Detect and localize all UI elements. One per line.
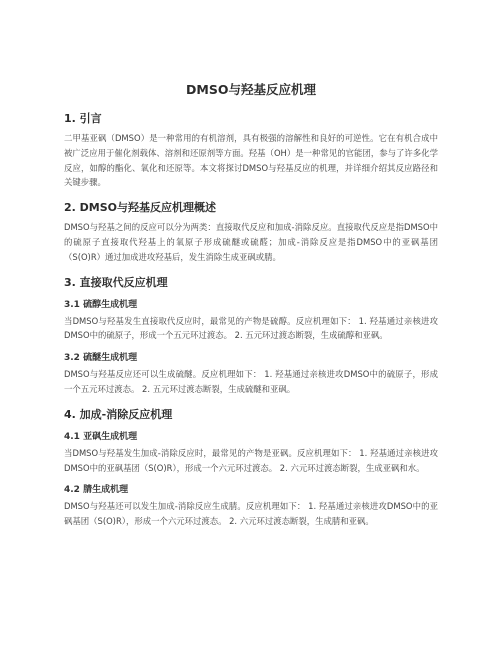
section-heading: 3. 直接取代反应机理 <box>64 275 168 289</box>
subsection-heading: 3.2 硫醚生成机理 <box>64 353 138 364</box>
section-heading: 1. 引言 <box>64 112 102 125</box>
document-title: DMSO与羟基反应机理 <box>186 82 316 97</box>
section-overview <box>64 199 438 264</box>
subsection-paragraph: 当DMSO与羟基发生加成-消除反应时，最常见的产物是亚砜。反应机理如下： 1. 羟基通过亲核进攻DMSO中的亚砜基团（S(O)R），形成一个六元环过渡态。 2. 六元环过渡态断裂，生成亚砜和水。 <box>64 447 438 473</box>
subsection-paragraph: DMSO与羟基反应还可以生成硫醚。反应机理如下： 1. 羟基通过亲核进攻DMSO中的硫原子，形成一个五元环过渡态。 2. 五元环过渡态断裂，生成硫醚和亚砜。 <box>64 369 438 394</box>
subsection-heading: 4.1 亚砜生成机理 <box>64 431 138 442</box>
section-direct-substitution <box>64 274 438 397</box>
section-paragraph: DMSO与羟基之间的反应可以分为两类：直接取代反应和加成-消除反应。直接取代反应是指DMSO中的硫原子直接取代羟基上的氧原子形成硫醚或硫醛；加成-消除反应是指DMSO中的亚砜基团（S(O)R）通过加成进攻羟基后，发生消除生成亚砜或腈。 <box>64 222 438 262</box>
section-heading: 4. 加成-消除反应机理 <box>64 407 173 421</box>
section-introduction <box>64 110 438 190</box>
subsection-heading: 4.2 腈生成机理 <box>64 485 129 496</box>
section-addition-elimination <box>64 406 438 529</box>
section-heading: 2. DMSO与羟基反应机理概述 <box>64 201 217 215</box>
subsection-heading: 3.1 硫醇生成机理 <box>64 299 138 310</box>
subsection-paragraph: DMSO与羟基还可以发生加成-消除反应生成腈。反应机理如下： 1. 羟基通过亲核进攻DMSO中的亚砜基团（S(O)R），形成一个六元环过渡态。 2. 六元环过渡态断裂，生成腈和亚砜。 <box>64 501 438 527</box>
subsection-paragraph: 当DMSO与羟基发生直接取代反应时，最常见的产物是硫醇。反应机理如下： 1. 羟基通过亲核进攻DMSO中的硫原子，形成一个五元环过渡态。 2. 五元环过渡态断裂，生成硫醇和亚砜。 <box>64 315 438 341</box>
section-paragraph: 二甲基亚砜（DMSO）是一种常用的有机溶剂，具有极强的溶解性和良好的可逆性。它在有机合成中被广泛应用于催化剂载体、溶剂和还原剂等方面。羟基（OH）是一种常见的官能团，参与了许多化学反应，如醇的酯化、氧化和还原等。本文将探讨DMSO与羟基反应的机理，并详细介绍其反应路径和关键步骤。 <box>64 133 438 188</box>
